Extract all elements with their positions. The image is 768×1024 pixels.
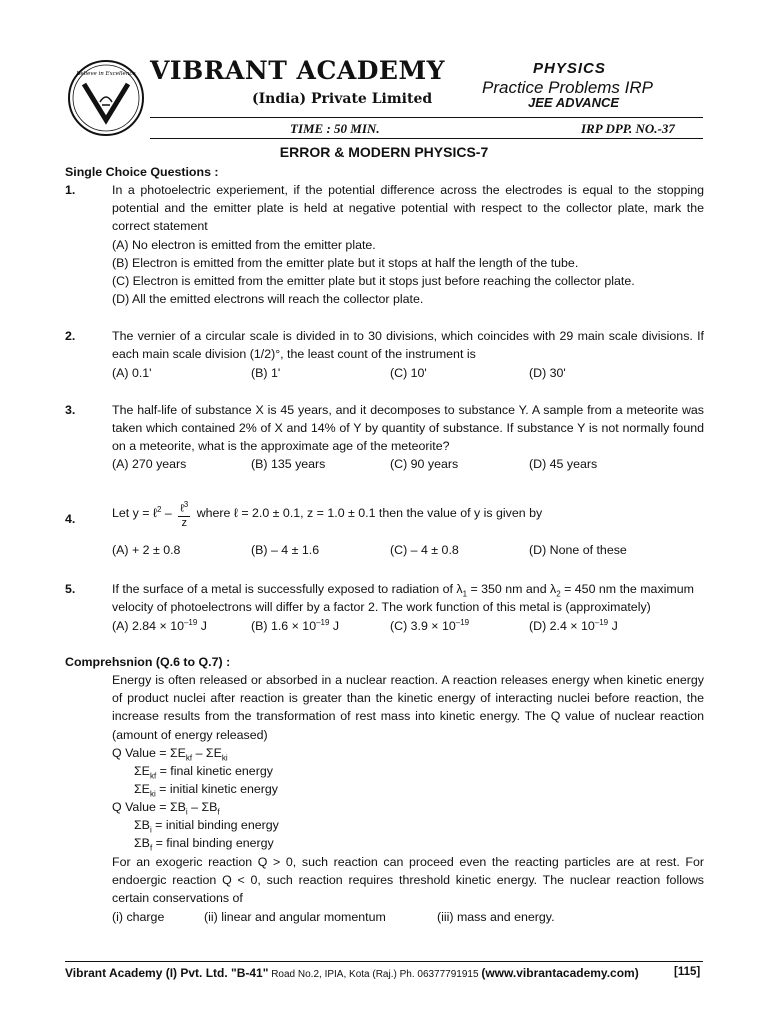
q5-option-b: (B) $1.6 \times 10^{-19}$ J [251,618,340,634]
q3-option-c: (C) 90 years [390,457,459,471]
q-value-binding: Q Value = $\Sigma B_i - \Sigma B_f$ [112,800,220,817]
question-5-line-1: If the surface of a metal is successfully exposed to radiation of $\lambda_1 = 350$ nm and $\lambda_2 = 450$ nm the maximum [112,582,694,599]
question-3-text: The half-life of substance X is 45 years, and it decomposes to substance Y. A sample from a meteorite was taken which contained 2% of X and 14% of Y by quantity of substance. If substance Y is not normally found on a meteorite, what is the approximate age of the meteorite? [112,403,704,454]
section-heading-comprehension: Comprehsnion (Q.6 to Q.7) : [65,655,231,669]
conservation-mass-energy: (iii) mass and energy. [437,910,555,924]
conservation-momentum: (ii) linear and angular momentum [204,910,386,924]
q4-option-c: (C) – 4 ± 0.8 [390,543,459,557]
brand-subtitle: (India) Private Limited [252,91,433,107]
q2-option-d: (D) 30' [529,366,566,380]
subject-label: PHYSICS [533,60,606,77]
dpp-number: IRP DPP. NO.-37 [581,121,675,136]
q2-option-b: (B) 1' [251,366,281,380]
q1-option-b: (B) Electron is emitted from the emitter plate but it stops at half the length of the tube. [112,256,579,270]
q3-option-b: (B) 135 years [251,457,326,471]
question-number: 5. [65,582,76,596]
q1-option-d: (D) All the emitted electrons will reach the collector plate. [112,292,424,306]
q1-option-a: (A) No electron is emitted from the emitter plate. [112,238,376,252]
comprehension-paragraph-2: For an exogeric reaction Q > 0, such reaction can proceed even the reacting particles are at rest. For endoergic reaction Q < 0, such reaction requires threshold kinetic energy. The nuclear reaction follows certain conservations of [112,855,704,906]
footer-address: Vibrant Academy (I) Pvt. Ltd. "B-41" Road No.2, IPIA, Kota (Raj.) Ph. 06377791915 (www.vibrantacademy.com) [65,966,639,980]
q5-option-c: (C) $3.9 \times 10^{-19}$ [390,618,470,634]
brand-name: VIBRANT ACADEMY [150,56,445,85]
practice-label: Practice Problems IRP [482,78,653,97]
q5-option-d: (D) $2.4 \times 10^{-19}$ J [529,618,618,634]
page-number: [115] [674,966,701,978]
time-label: TIME : 50 MIN. [290,121,380,136]
q5-option-a: (A) $2.84 \times 10^{-19}$ J [112,618,207,634]
eki-definition: $\Sigma E_{ki}$ = initial kinetic energy [134,782,278,799]
question-number: 2. [65,329,76,343]
q4-option-b: (B) – 4 ± 1.6 [251,543,320,557]
q-value-kinetic: Q Value = $\Sigma E_{kf} - \Sigma E_{ki}$ [112,746,228,763]
bi-definition: $\Sigma B_i$ = initial binding energy [134,818,279,835]
conservation-charge: (i) charge [112,910,165,924]
q2-option-c: (C) 10' [390,366,427,380]
header-rule-bottom [150,138,703,139]
bf-definition: $\Sigma B_f$ = final binding energy [134,836,274,853]
q4-option-a: (A) + 2 ± 0.8 [112,543,181,557]
svg-text:Believe in Excellence: Believe in Excellence [76,71,136,77]
question-number: 1. [65,183,76,197]
question-4-text: Let y = ℓ$^2$ – $\frac{\ell^3}{z}$ where ℓ = 2.0 ± 0.1, z = 1.0 ± 0.1 then the value of y is given by [112,500,543,529]
header-rule-top [150,117,703,118]
page-title: ERROR & MODERN PHYSICS-7 [279,144,489,160]
q4-option-d: (D) None of these [529,543,627,557]
section-heading-single-choice: Single Choice Questions : [65,165,219,179]
question-number: 3. [65,403,76,417]
question-2-text: The vernier of a circular scale is divided in to 30 divisions, which coincides with 29 main scale divisions. If each main scale division (1/2)°, the least count of the instrument is [112,329,704,362]
question-number: 4. [65,512,76,526]
question-5-line-2: velocity of photoelectrons will differ by a factor 2. The work function of this metal is (approximately) [112,600,651,614]
vibrant-academy-logo [66,58,146,138]
q1-option-c: (C) Electron is emitted from the emitter plate but it stops just before reaching the collector plate. [112,274,635,288]
question-1-text: In a photoelectric experiement, if the potential difference across the electrodes is equal to the stopping potential and the emitter plate is held at negative potential with respect to the collector plate, mark the correct statement [112,183,704,234]
ekf-definition: $\Sigma E_{kf}$ = final kinetic energy [134,764,273,781]
q3-option-d: (D) 45 years [529,457,598,471]
q3-option-a: (A) 270 years [112,457,187,471]
comprehension-paragraph: Energy is often released or absorbed in a nuclear reaction. A reaction releases energy when kinetic energy of product nuclei after reaction is greater than the kinetic energy of interacting nuclei before reaction, the increase results from the transformation of rest mass into kinetic energy. The Q value of nuclear reaction (amount of energy released) [112,673,704,742]
exam-label: JEE ADVANCE [528,95,620,110]
q2-option-a: (A) 0.1' [112,366,152,380]
fraction: $\frac{\ell^3}{z}$ [180,500,189,529]
footer-rule [65,961,703,962]
